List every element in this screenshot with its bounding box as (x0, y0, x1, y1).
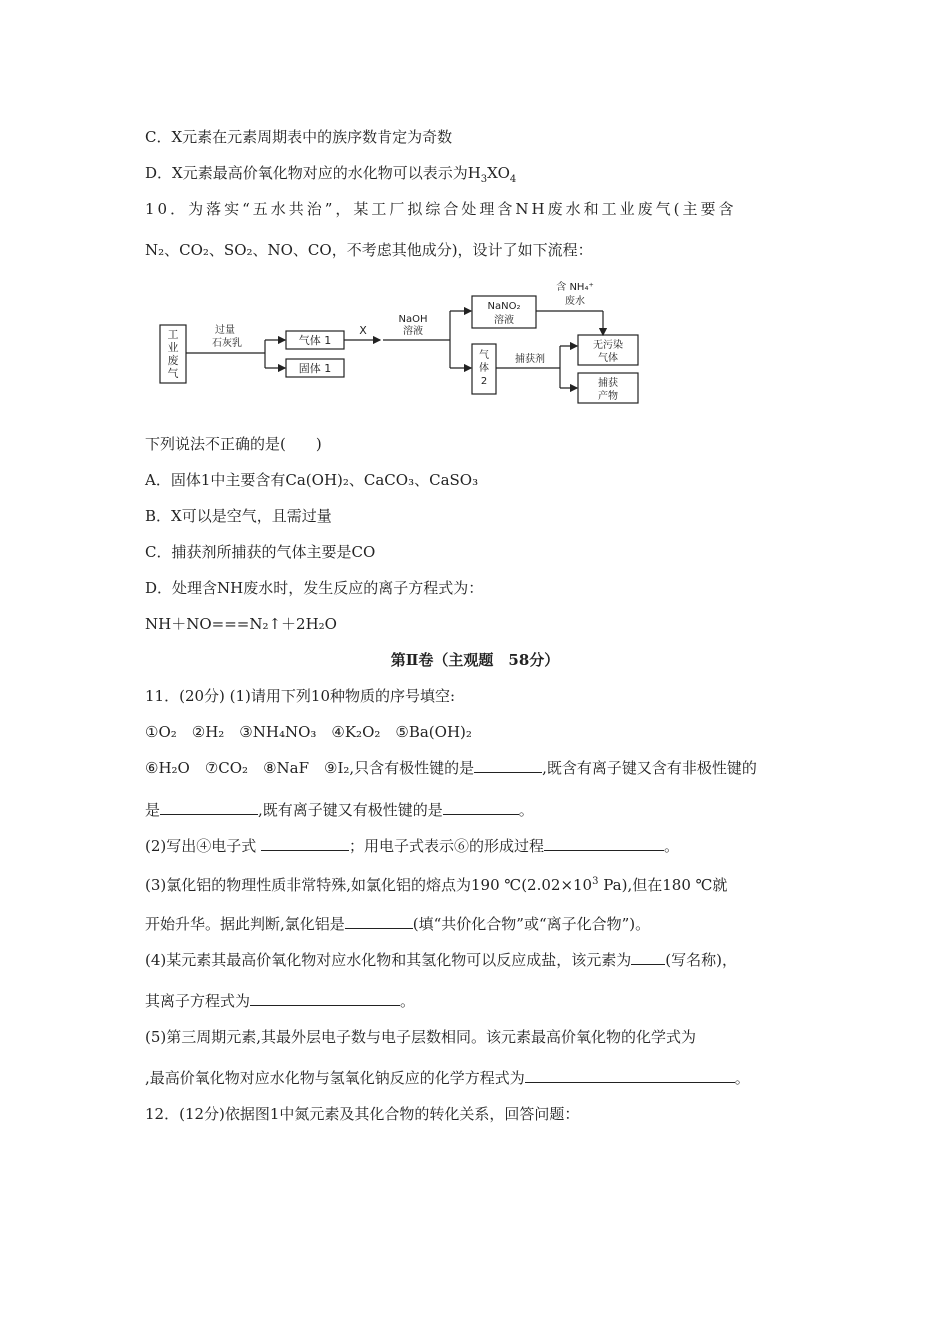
q10-stem-line1: 10．为落实“五水共治”，某工厂拟综合处理含NH废水和工业废气(主要含 (145, 200, 737, 218)
q12-head: 12．(12分)依据图1中氮元素及其化合物的转化关系，回答问题： (145, 1105, 580, 1123)
answer-blank[interactable] (250, 991, 400, 1006)
q9-option-d: D．X元素最高价氧化物对应的水化物可以表示为$H_3XO_4$ (145, 164, 517, 185)
gas2-char: 2 (480, 376, 488, 387)
q11-substance-list-1: ①O₂ ②H₂ ③NH₄NO₃ ④K₂O₂ ⑤Ba(OH)₂ (145, 723, 472, 741)
naoh-label-2: 溶液 (403, 326, 423, 337)
q10-option-b: B．X可以是空气，且需过量 (145, 507, 332, 525)
q10-equation: NH＋NO===N₂↑＋2H₂O (145, 615, 337, 633)
q11-substance-list-2: ⑥H₂O ⑦CO₂ ⑧NaF ⑨I₂,只含有极性键的是 ,既含有离子键又含有非极性键的 (145, 759, 757, 777)
answer-blank[interactable] (631, 950, 665, 965)
gas1-label: 气体 1 (298, 334, 332, 347)
clean-gas-label-2: 气体 (598, 353, 618, 364)
lime-label-1: 过量 (215, 325, 235, 336)
q10-question: 下列说法不正确的是( ) (145, 435, 322, 453)
gas2-char: 气 (479, 350, 489, 361)
q9-option-c: C．X元素在元素周期表中的族序数肯定为奇数 (145, 128, 453, 146)
waste-gas-char: 气 (167, 367, 179, 380)
q11-part4-line1: (4)某元素其最高价氧化物对应水化物和其氢化物可以反应成盐，该元素为 (写名称)， (145, 951, 737, 969)
solid1-label: 固体 1 (298, 362, 332, 375)
answer-blank[interactable] (525, 1068, 735, 1083)
gas2-char: 体 (479, 363, 489, 374)
catcher-label: 捕获剂 (515, 354, 545, 365)
nh4-label-1: 含 NH₄⁺ (556, 282, 594, 293)
q10-option-c: C．捕获剂所捕获的气体主要是CO (145, 543, 376, 561)
q10-option-d: D．处理含NH废水时，发生反应的离子方程式为： (145, 579, 484, 597)
process-flow-diagram (155, 278, 655, 408)
q11-part4-line2: 其离子方程式为 。 (145, 992, 416, 1010)
q11-part3-line1: (3)氯化铝的物理性质非常特殊,如氯化铝的熔点为190 $℃(2.02\times 10^3$ Pa),但在180 ℃就 (145, 876, 728, 894)
answer-blank[interactable] (261, 836, 349, 851)
q11-part5-line2: ,最高价氧化物对应水化物与氢氧化钠反应的化学方程式为 。 (145, 1069, 750, 1087)
clean-gas-label-1: 无污染 (593, 340, 623, 351)
section-title: 第Ⅱ卷（主观题 58分） (390, 651, 560, 669)
q10-option-a: A．固体1中主要含有Ca(OH)₂、CaCO₃、CaSO₃ (145, 471, 479, 489)
answer-blank[interactable] (474, 758, 542, 773)
q11-part2: (2)写出④电子式 ；用电子式表示⑥的形成过程 。 (145, 837, 680, 855)
x-label: X (359, 324, 367, 337)
answer-blank[interactable] (160, 800, 258, 815)
captured-label-2: 产物 (598, 391, 618, 402)
answer-blank[interactable] (544, 836, 664, 851)
waste-gas-char: 废 (167, 354, 179, 367)
q11-line3: 是 ,既有离子键又有极性键的是 。 (145, 801, 534, 819)
answer-blank[interactable] (443, 800, 519, 815)
answer-blank[interactable] (345, 914, 413, 929)
q11-part3-line2: 开始升华。据此判断,氯化铝是 (填“共价化合物”或“离子化合物”)。 (145, 915, 651, 933)
nano2-label-1: NaNO₂ (487, 301, 521, 312)
q11-part5-line1: (5)第三周期元素,其最外层电子数与电子层数相同。该元素最高价氧化物的化学式为 (145, 1028, 697, 1046)
lime-label-2: 石灰乳 (212, 338, 242, 349)
waste-gas-char: 工 (167, 328, 179, 341)
nh4-label-2: 废水 (565, 296, 585, 307)
q11-head: 11．(20分) (1)请用下列10种物质的序号填空: (145, 687, 456, 705)
q10-stem-line2: N₂、CO₂、SO₂、NO、CO，不考虑其他成分)，设计了如下流程： (145, 241, 593, 259)
nano2-label-2: 溶液 (494, 315, 514, 326)
waste-gas-char: 业 (167, 341, 179, 354)
captured-label-1: 捕获 (598, 378, 618, 389)
naoh-label-1: NaOH (398, 314, 428, 325)
